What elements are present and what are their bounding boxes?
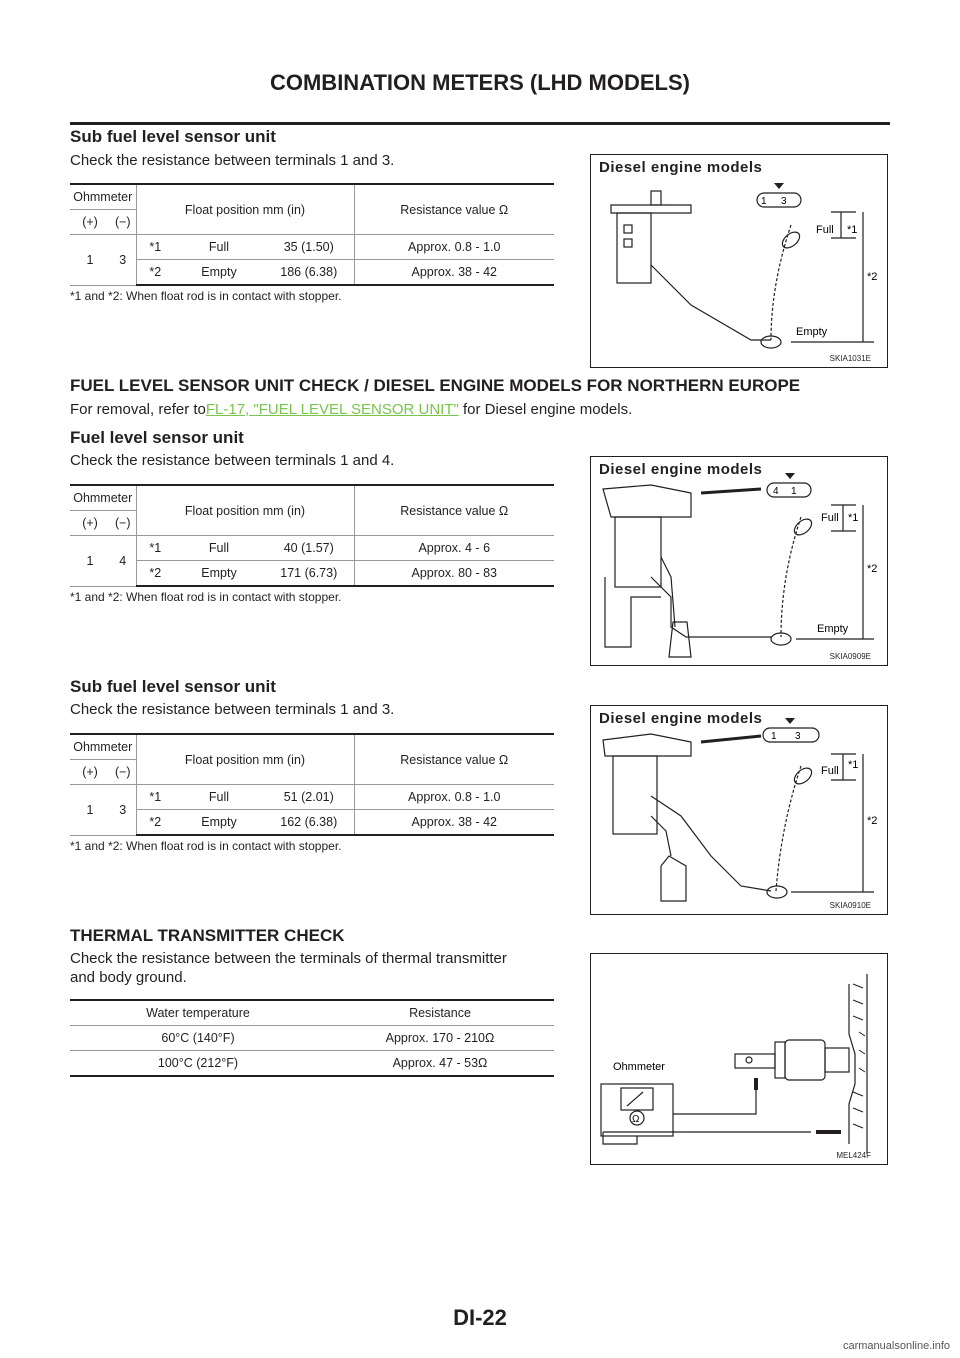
section3-instruction: Check the resistance between terminals 1 and 4. <box>70 452 395 469</box>
table-cell: Approx. 38 - 42 <box>354 810 554 836</box>
positive-terminal: 1 <box>70 235 110 286</box>
water-temp-header: Water temperature <box>70 1000 326 1026</box>
section3-note: *1 and *2: When float rod is in contact with stopper. <box>70 590 342 604</box>
section1-heading: Sub fuel level sensor unit <box>70 127 276 146</box>
section3-table <box>70 484 554 587</box>
positive-terminal: 1 <box>70 785 110 836</box>
section5-heading: THERMAL TRANSMITTER CHECK <box>70 926 345 945</box>
table-cell: Approx. 0.8 - 1.0 <box>354 785 554 810</box>
table-cell: Approx. 170 - 210Ω <box>326 1026 554 1051</box>
section1-instruction: Check the resistance between terminals 1 and 3. <box>70 152 395 169</box>
ohmmeter-label: Ohmmeter <box>613 1061 665 1073</box>
table-cell: 35 (1.50) <box>264 235 354 260</box>
section4-note: *1 and *2: When float rod is in contact with stopper. <box>70 839 342 853</box>
empty-label: Empty <box>796 326 828 338</box>
table-cell: 162 (6.38) <box>264 810 354 836</box>
full-label: Full <box>816 224 834 236</box>
minus-header: (−) <box>110 210 136 235</box>
plus-header: (+) <box>70 760 110 785</box>
full-label: Full <box>821 512 839 524</box>
omega-symbol: Ω <box>632 1114 640 1125</box>
section1-table <box>70 183 554 286</box>
page-number: DI-22 <box>453 1305 507 1330</box>
thermal-diagram <box>591 954 887 1164</box>
figure-code: SKIA0910E <box>829 901 871 910</box>
removal-prefix: For removal, refer to <box>70 401 206 418</box>
terminal-label-b: 3 <box>795 731 801 742</box>
watermark: carmanualsonline.info <box>842 1340 950 1352</box>
table-cell: Approx. 80 - 83 <box>354 561 554 587</box>
table-cell: 186 (6.38) <box>264 260 354 286</box>
removal-link[interactable]: FL-17, "FUEL LEVEL SENSOR UNIT" <box>205 401 459 418</box>
sensor-diagram <box>591 457 887 665</box>
figure-code: SKIA0909E <box>829 652 871 661</box>
table-cell: *1 <box>136 785 174 810</box>
minus-header: (−) <box>110 760 136 785</box>
figure-code: SKIA1031E <box>829 354 871 363</box>
sensor-diagram <box>591 706 887 914</box>
section2-heading: FUEL LEVEL SENSOR UNIT CHECK / DIESEL ENGINE MODELS FOR NORTHERN EUROPE <box>70 376 801 395</box>
table-cell: Approx. 47 - 53Ω <box>326 1051 554 1077</box>
float-position-header: Float position mm (in) <box>136 485 354 536</box>
minus-header: (−) <box>110 511 136 536</box>
negative-terminal: 4 <box>110 536 136 587</box>
table-cell: Full <box>174 536 264 561</box>
mark2-label: *2 <box>867 815 878 827</box>
section4-instruction: Check the resistance between terminals 1 and 3. <box>70 701 395 718</box>
full-label: Full <box>821 765 839 777</box>
table-cell: Approx. 4 - 6 <box>354 536 554 561</box>
table-cell: *2 <box>136 260 174 286</box>
float-position-header: Float position mm (in) <box>136 184 354 235</box>
terminal-label-a: 1 <box>761 196 767 207</box>
figure-title: Diesel engine models <box>599 461 763 478</box>
empty-label: Empty <box>817 623 849 635</box>
section5-instruction-line2: and body ground. <box>70 969 187 986</box>
mark2-label: *2 <box>867 271 878 283</box>
sensor-diagram <box>591 155 887 367</box>
figure-sub-fuel-sensor-2 <box>590 705 888 915</box>
header-rule <box>70 122 890 125</box>
table-cell: *1 <box>136 235 174 260</box>
table-cell: *2 <box>136 561 174 587</box>
page-header-title: COMBINATION METERS (LHD MODELS) <box>269 70 690 95</box>
figure-title: Diesel engine models <box>599 710 763 727</box>
positive-terminal: 1 <box>70 536 110 587</box>
negative-terminal: 3 <box>110 235 136 286</box>
ohmmeter-header: Ohmmeter <box>70 184 136 210</box>
table-cell: 100°C (212°F) <box>70 1051 326 1077</box>
section1-note: *1 and *2: When float rod is in contact with stopper. <box>70 289 342 303</box>
figure-sub-fuel-sensor-1 <box>590 154 888 368</box>
table-cell: Empty <box>174 260 264 286</box>
table-cell: 60°C (140°F) <box>70 1026 326 1051</box>
section3-heading: Fuel level sensor unit <box>70 428 244 447</box>
float-position-header: Float position mm (in) <box>136 734 354 785</box>
resistance-header: Resistance value Ω <box>354 485 554 536</box>
ohmmeter-header: Ohmmeter <box>70 485 136 511</box>
removal-suffix: for Diesel engine models. <box>458 401 633 418</box>
table-cell: *1 <box>136 536 174 561</box>
ohmmeter-header: Ohmmeter <box>70 734 136 760</box>
table-cell: Approx. 0.8 - 1.0 <box>354 235 554 260</box>
mark1-label: *1 <box>848 512 859 524</box>
terminal-label-b: 3 <box>781 196 787 207</box>
mark1-label: *1 <box>848 759 859 771</box>
table-cell: 171 (6.73) <box>264 561 354 587</box>
terminal-label-a: 1 <box>771 731 777 742</box>
mark2-label: *2 <box>867 563 878 575</box>
mark1-label: *1 <box>847 224 858 236</box>
table-cell: Approx. 38 - 42 <box>354 260 554 286</box>
negative-terminal: 3 <box>110 785 136 836</box>
table-cell: *2 <box>136 810 174 836</box>
resistance-header: Resistance <box>326 1000 554 1026</box>
resistance-header: Resistance value Ω <box>354 734 554 785</box>
figure-code: MEL424F <box>836 1151 871 1160</box>
table-cell: 40 (1.57) <box>264 536 354 561</box>
table-cell: Full <box>174 785 264 810</box>
section4-table <box>70 733 554 836</box>
figure-thermal-transmitter <box>590 953 888 1165</box>
resistance-header: Resistance value Ω <box>354 184 554 235</box>
table-cell: Empty <box>174 810 264 836</box>
plus-header: (+) <box>70 210 110 235</box>
terminal-label-b: 1 <box>791 486 797 497</box>
plus-header: (+) <box>70 511 110 536</box>
figure-fuel-sensor <box>590 456 888 666</box>
table-cell: 51 (2.01) <box>264 785 354 810</box>
section5-table <box>70 999 554 1077</box>
terminal-label-a: 4 <box>773 486 779 497</box>
figure-title: Diesel engine models <box>599 159 763 176</box>
section5-instruction-line1: Check the resistance between the terminals of thermal transmitter <box>70 950 507 967</box>
section4-heading: Sub fuel level sensor unit <box>70 677 276 696</box>
table-cell: Full <box>174 235 264 260</box>
section2-removal <box>70 401 632 418</box>
table-cell: Empty <box>174 561 264 587</box>
